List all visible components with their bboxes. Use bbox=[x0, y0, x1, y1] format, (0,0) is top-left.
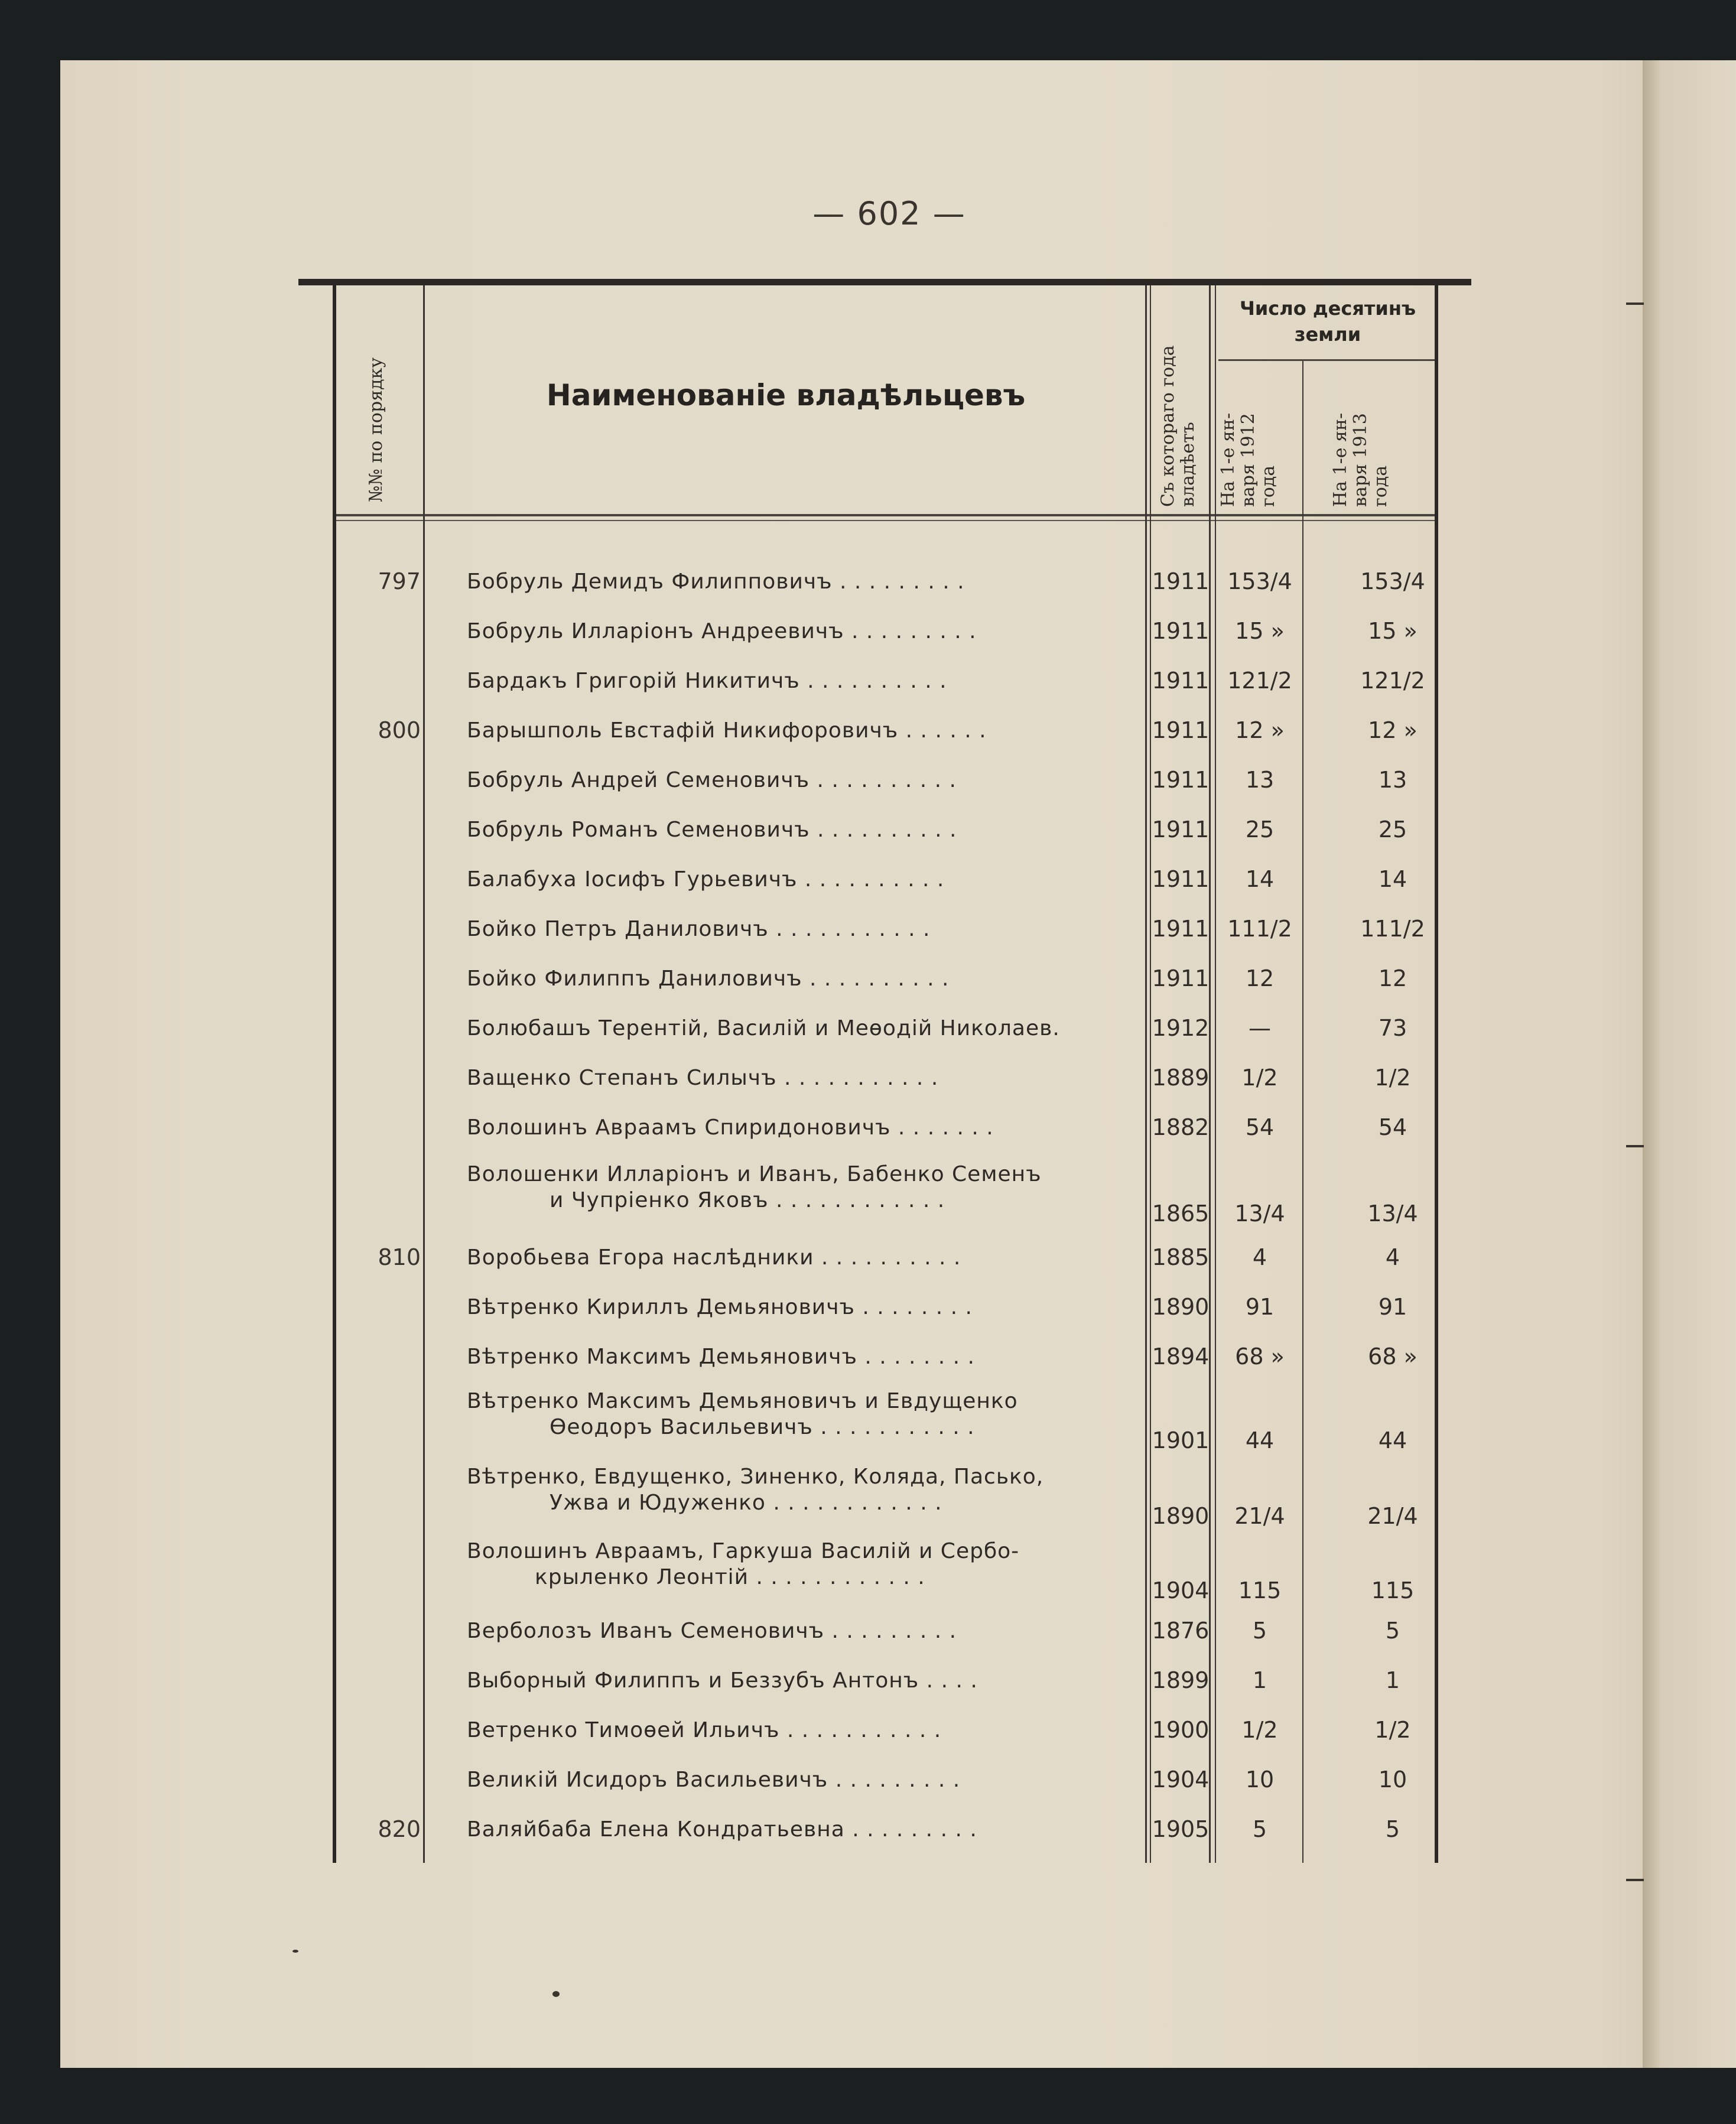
owner-name: Ветренко Тимоѳей Ильичъ . . . . . . . . . . . bbox=[467, 1718, 942, 1742]
year-since: 1890 bbox=[1152, 1294, 1210, 1320]
year-since: 1890 bbox=[1152, 1503, 1210, 1529]
page-edge-mark bbox=[1626, 1145, 1644, 1147]
area-1913: 153/4 bbox=[1360, 568, 1425, 594]
table-row bbox=[0, 1704, 1736, 1754]
owner-name: Выборный Филиппъ и Беззубъ Антонъ . . . . bbox=[467, 1668, 978, 1693]
owner-name: Бардакъ Григорій Никитичъ . . . . . . . . . . bbox=[467, 669, 947, 693]
year-since: 1889 bbox=[1152, 1065, 1210, 1091]
owner-name: Болюбашъ Терентій, Василій и Меѳодій Николаев. bbox=[467, 1016, 1060, 1040]
year-since: 1905 bbox=[1152, 1816, 1210, 1842]
area-1912: 12 bbox=[1245, 965, 1275, 991]
area-1913: 73 bbox=[1378, 1015, 1407, 1041]
owner-name-line-1: Волошинъ Авраамъ, Гаркуша Василій и Сербо- bbox=[467, 1539, 1020, 1563]
area-1913: 25 bbox=[1378, 817, 1407, 843]
owner-name: Бобруль Илларіонъ Андреевичъ . . . . . . . . . bbox=[467, 619, 977, 643]
area-1912: 5 bbox=[1252, 1618, 1267, 1644]
area-1913: 121/2 bbox=[1360, 668, 1425, 694]
area-1912: 10 bbox=[1245, 1767, 1275, 1793]
year-since: 1911 bbox=[1152, 717, 1210, 743]
table-row bbox=[0, 1464, 1736, 1540]
header-bottom-rule bbox=[334, 514, 1436, 516]
header-col-1912: На 1-е ян- варя 1912 года bbox=[1218, 412, 1279, 507]
owner-name-line-1: Вѣтренко Максимъ Демьяновичъ и Евдущенко bbox=[467, 1389, 1018, 1413]
area-1912: 115 bbox=[1238, 1577, 1282, 1603]
owner-name: Бойко Петръ Даниловичъ . . . . . . . . . . . bbox=[467, 917, 931, 941]
year-since: 1876 bbox=[1152, 1618, 1210, 1644]
table-row bbox=[0, 1754, 1736, 1803]
owner-name: Барышполь Евстафій Никифоровичъ . . . . . . bbox=[467, 718, 987, 743]
year-since: 1904 bbox=[1152, 1577, 1210, 1603]
area-1913: 54 bbox=[1378, 1114, 1407, 1140]
owner-name: Ващенко Степанъ Силычъ . . . . . . . . . . . bbox=[467, 1066, 939, 1090]
year-since: 1911 bbox=[1152, 668, 1210, 694]
owner-name bbox=[467, 1162, 1134, 1214]
table-row bbox=[0, 1388, 1736, 1464]
owner-name: Вѣтренко Кириллъ Демьяновичъ . . . . . . . . bbox=[467, 1295, 973, 1319]
table-row bbox=[0, 754, 1736, 804]
area-1913: 12 bbox=[1378, 965, 1407, 991]
table-row bbox=[0, 1231, 1736, 1281]
area-1912: 153/4 bbox=[1227, 568, 1292, 594]
year-since: 1911 bbox=[1152, 916, 1210, 942]
owner-name: Волошинъ Авраамъ Спиридоновичъ . . . . . . . bbox=[467, 1115, 994, 1140]
area-1912: 68 » bbox=[1235, 1344, 1285, 1370]
header-col-name: Наименованіе владѣльцевъ bbox=[546, 378, 1026, 412]
owner-name: Валяйбаба Елена Кондратьевна . . . . . . . . . bbox=[467, 1817, 977, 1842]
owner-name bbox=[467, 1388, 1134, 1440]
area-1912: 14 bbox=[1245, 866, 1275, 892]
table-row bbox=[0, 1803, 1736, 1853]
group-header-rule bbox=[1218, 359, 1437, 361]
area-1912: 54 bbox=[1245, 1114, 1275, 1140]
owner-name: Бобруль Андрей Семеновичъ . . . . . . . . . . bbox=[467, 768, 957, 792]
area-1912: 121/2 bbox=[1227, 668, 1292, 694]
area-1912: 1/2 bbox=[1241, 1717, 1278, 1743]
year-since: 1894 bbox=[1152, 1344, 1210, 1370]
owner-name-line-2: Ѳеодоръ Васильевичъ . . . . . . . . . . . bbox=[550, 1415, 975, 1439]
table-top-rule bbox=[298, 279, 1471, 285]
owner-name-line-1: Вѣтренко, Евдущенко, Зиненко, Коляда, Пасько, bbox=[467, 1465, 1044, 1489]
year-since: 1904 bbox=[1152, 1767, 1210, 1793]
area-1912: 13/4 bbox=[1234, 1201, 1285, 1227]
area-1913: 115 bbox=[1371, 1577, 1415, 1603]
row-number: 797 bbox=[378, 568, 421, 594]
paper-speck bbox=[552, 1991, 560, 1997]
owner-name: Верболозъ Иванъ Семеновичъ . . . . . . . . . bbox=[467, 1619, 957, 1643]
header-col-group: Число десятинъ земли bbox=[1240, 297, 1416, 346]
owner-name: Воробьева Егора наслѣдники . . . . . . . . . . bbox=[467, 1245, 961, 1270]
table-row bbox=[0, 555, 1736, 605]
area-1913: 111/2 bbox=[1360, 916, 1425, 942]
area-1913: 13 bbox=[1378, 767, 1407, 793]
table-row bbox=[0, 952, 1736, 1002]
area-1913: 1/2 bbox=[1374, 1065, 1411, 1091]
table-row bbox=[0, 1101, 1736, 1151]
area-1912: 12 » bbox=[1235, 717, 1285, 743]
owner-name-line-2: крыленко Леонтій . . . . . . . . . . . . bbox=[535, 1565, 925, 1589]
owner-name: Бойко Филиппъ Даниловичъ . . . . . . . . . . bbox=[467, 967, 950, 991]
area-1913: 44 bbox=[1378, 1427, 1407, 1453]
year-since: 1911 bbox=[1152, 965, 1210, 991]
area-1913: 4 bbox=[1385, 1244, 1400, 1270]
owner-name bbox=[467, 1538, 1134, 1590]
owner-name: Великій Исидоръ Васильевичъ . . . . . . . . . bbox=[467, 1768, 961, 1792]
owner-name-line-2: и Чупріенко Яковъ . . . . . . . . . . . . bbox=[550, 1188, 945, 1212]
area-1912: 25 bbox=[1245, 817, 1275, 843]
area-1913: 12 » bbox=[1368, 717, 1418, 743]
owner-name: Бобруль Демидъ Филипповичъ . . . . . . . . . bbox=[467, 570, 965, 594]
area-1912: 15 » bbox=[1235, 618, 1285, 644]
table-row bbox=[0, 1331, 1736, 1380]
table-row bbox=[0, 853, 1736, 903]
year-since: 1885 bbox=[1152, 1244, 1210, 1270]
owner-name-line-1: Волошенки Илларіонъ и Иванъ, Бабенко Семенъ bbox=[467, 1162, 1042, 1186]
area-1913: 68 » bbox=[1368, 1344, 1418, 1370]
area-1913: 91 bbox=[1378, 1294, 1407, 1320]
area-1913: 21/4 bbox=[1367, 1503, 1418, 1529]
table-row bbox=[0, 655, 1736, 704]
row-number: 820 bbox=[378, 1816, 421, 1842]
table-row bbox=[0, 605, 1736, 655]
area-1912: 111/2 bbox=[1227, 916, 1292, 942]
year-since: 1911 bbox=[1152, 618, 1210, 644]
header-bottom-rule-2 bbox=[334, 520, 1436, 521]
area-1912: — bbox=[1249, 1015, 1271, 1041]
area-1912: 1 bbox=[1252, 1667, 1267, 1693]
table-row bbox=[0, 1281, 1736, 1331]
year-since: 1911 bbox=[1152, 866, 1210, 892]
table-row bbox=[0, 1052, 1736, 1101]
year-since: 1911 bbox=[1152, 568, 1210, 594]
table-row bbox=[0, 804, 1736, 853]
page-number: — 602 — bbox=[812, 195, 966, 232]
table-row bbox=[0, 704, 1736, 754]
header-col-number: №№ по порядку bbox=[366, 357, 386, 502]
year-since: 1901 bbox=[1152, 1427, 1210, 1453]
area-1913: 14 bbox=[1378, 866, 1407, 892]
area-1912: 91 bbox=[1245, 1294, 1275, 1320]
header-col-year: Съ котораго года владѣетъ bbox=[1158, 345, 1198, 507]
year-since: 1900 bbox=[1152, 1717, 1210, 1743]
area-1912: 4 bbox=[1252, 1244, 1267, 1270]
year-since: 1912 bbox=[1152, 1015, 1210, 1041]
area-1912: 21/4 bbox=[1234, 1503, 1285, 1529]
owner-name: Балабуха Іосифъ Гурьевичъ . . . . . . . . . . bbox=[467, 867, 945, 892]
owner-name: Бобруль Романъ Семеновичъ . . . . . . . . . . bbox=[467, 818, 957, 842]
area-1913: 1 bbox=[1385, 1667, 1400, 1693]
year-since: 1911 bbox=[1152, 817, 1210, 843]
owner-name-line-2: Ужва и Юдуженко . . . . . . . . . . . . bbox=[550, 1491, 942, 1515]
paper-speck bbox=[292, 1950, 298, 1953]
area-1912: 13 bbox=[1245, 767, 1275, 793]
table-row bbox=[0, 1002, 1736, 1052]
area-1912: 44 bbox=[1245, 1427, 1275, 1453]
owner-name bbox=[467, 1464, 1134, 1516]
page-edge-mark bbox=[1626, 303, 1644, 305]
year-since: 1882 bbox=[1152, 1114, 1210, 1140]
page-edge-mark bbox=[1626, 1879, 1644, 1881]
row-number: 810 bbox=[378, 1244, 421, 1270]
area-1913: 5 bbox=[1385, 1816, 1400, 1842]
area-1913: 13/4 bbox=[1367, 1201, 1418, 1227]
row-number: 800 bbox=[378, 717, 421, 743]
area-1913: 1/2 bbox=[1374, 1717, 1411, 1743]
area-1912: 5 bbox=[1252, 1816, 1267, 1842]
area-1913: 5 bbox=[1385, 1618, 1400, 1644]
area-1913: 10 bbox=[1378, 1767, 1407, 1793]
year-since: 1899 bbox=[1152, 1667, 1210, 1693]
area-1912: 1/2 bbox=[1241, 1065, 1278, 1091]
area-1913: 15 » bbox=[1368, 618, 1418, 644]
table-row bbox=[0, 903, 1736, 952]
table-row bbox=[0, 1538, 1736, 1614]
table-row bbox=[0, 1654, 1736, 1704]
table-row bbox=[0, 1162, 1736, 1237]
year-since: 1911 bbox=[1152, 767, 1210, 793]
table-row bbox=[0, 1605, 1736, 1654]
owner-name: Вѣтренко Максимъ Демьяновичъ . . . . . . . . bbox=[467, 1345, 975, 1369]
header-col-1913: На 1-е ян- варя 1913 года bbox=[1330, 412, 1391, 507]
year-since: 1865 bbox=[1152, 1201, 1210, 1227]
